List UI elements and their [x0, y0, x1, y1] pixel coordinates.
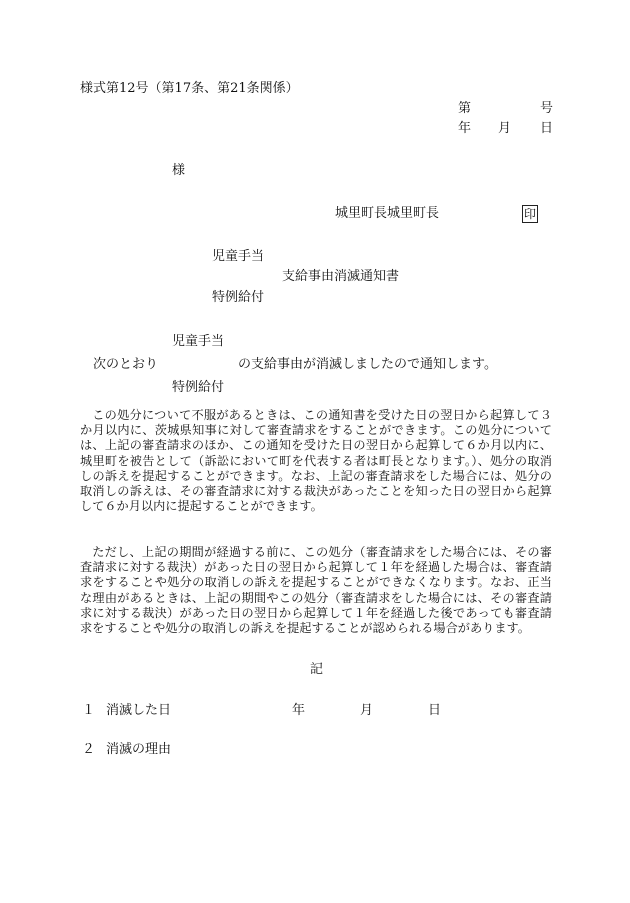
addressee-honorific: 様 [172, 163, 186, 178]
item-1-year: 年 [292, 703, 306, 718]
seal-mark: 印 [523, 207, 536, 221]
form-number: 様式第12号（第17条、第21条関係） [80, 81, 299, 96]
item-2-number: ２ [82, 742, 96, 757]
item-2-label: 消滅の理由 [106, 742, 172, 757]
body-option-child-allowance: 児童手当 [172, 334, 225, 349]
doc-number-label: 第 [458, 101, 472, 116]
item-1-day: 日 [428, 703, 442, 718]
notice-paragraph-1: この処分について不服があるときは、この通知書を受けた日の翌日から起算して３か月以内に、茨城県知事に対して審査請求をすることができます。この処分については、上記の審査請求のほか、この通知を受けた日の翌日から起算して６か月以内に、城里町を被告として（訴訟において町を代表する者は町長となります。）、処分の取消しの訴えを提起することができます。なお、上記の審査請求をした場合には、処分の取消しの訴えは、その審査請求に対する裁決があったことを知った日の翌日から起算して６か月以内に提起することができます。 [80, 408, 552, 514]
ki-heading: 記 [310, 662, 324, 677]
item-1-label: 消滅した日 [106, 703, 172, 718]
title-option-child-allowance: 児童手当 [212, 249, 265, 264]
body-statement: の支給事由が消滅しましたので通知します。 [238, 357, 497, 372]
body-option-special-benefit: 特例給付 [172, 380, 225, 395]
notice-paragraph-2: ただし、上記の期間が経過する前に、この処分（審査請求をした場合には、その審査請求に対する裁決）があった日の翌日から起算して１年を経過した場合は、審査請求をすることや処分の取消しの訴えを提起することができなくなります。なお、正当な理由があるときは、上記の期間やこの処分（審査請求をした場合には、その審査請求に対する裁決）があった日の翌日から起算して１年を経過した後であっても審査請求をすることや処分の取消しの訴えを提起することが認められる場合があります。 [80, 545, 552, 636]
date-month: 月 [498, 121, 512, 136]
item-1-month: 月 [360, 703, 374, 718]
body-lead: 次のとおり [93, 357, 159, 372]
item-1-number: １ [82, 703, 96, 718]
date-year: 年 [458, 121, 472, 136]
sender-name: 城里町長城里町長 [335, 206, 440, 221]
title-option-special-benefit: 特例給付 [212, 290, 265, 305]
doc-number-suffix: 号 [540, 101, 554, 116]
document-title: 支給事由消滅通知書 [282, 269, 400, 284]
date-day: 日 [540, 121, 554, 136]
